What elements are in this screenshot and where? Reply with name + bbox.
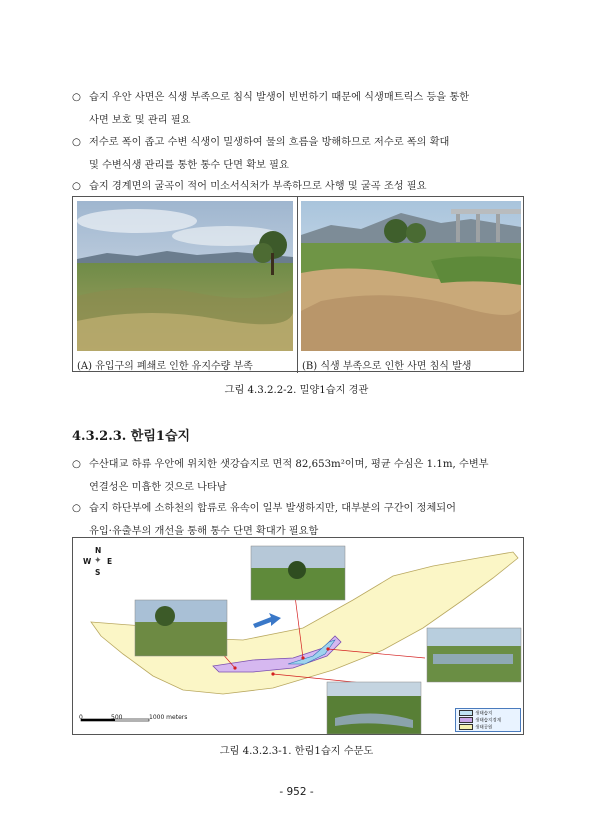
map-canvas: [73, 538, 524, 735]
inset-photo-3: [427, 628, 521, 682]
bullet-mark: ○: [72, 503, 81, 514]
legend-label: 생태습지경계: [475, 718, 502, 724]
compass-rose-icon: ✦: [94, 556, 102, 566]
legend-item: [459, 710, 492, 716]
legend-swatch: [459, 724, 473, 730]
bullet-mark: ○: [72, 459, 81, 470]
legend-label: 생태습지: [475, 711, 493, 717]
bullet-mark: ○: [72, 92, 81, 103]
bullet-line: 습지 하단부에 소하천의 합류로 유속이 일부 발생하지만, 대부분의 구간이 정체되어: [89, 503, 456, 514]
legend-item: [459, 717, 501, 723]
photo-a-wetland-meadow: [77, 201, 293, 351]
page-number: - 952 -: [279, 786, 314, 798]
bullet-line: 및 수변식생 관리를 통한 통수 단면 확보 필요: [89, 160, 289, 171]
legend-item: [459, 724, 492, 730]
photo-b-caption: (B) 식생 부족으로 인한 사면 침식 발생: [302, 361, 472, 372]
inset-photo-2: [251, 546, 345, 600]
inset-photo-4: [327, 682, 421, 734]
bullet-line: 연결성은 미흡한 것으로 나타남: [89, 482, 227, 493]
figure-caption-2: 그림 4.3.2.3-1. 한림1습지 수문도: [219, 746, 374, 757]
photo-a-caption: (A) 유입구의 폐쇄로 인한 유지수량 부족: [77, 361, 253, 372]
bullet-line: 저수로 폭이 좁고 수변 식생이 밀생하여 물의 흐름을 방해하므로 저수로 폭의 확대: [89, 137, 450, 148]
bullet-line: 사면 보호 및 관리 필요: [89, 115, 191, 126]
compass-n: N: [95, 546, 102, 555]
compass-s: S: [95, 568, 101, 577]
bullet-line: 습지 우안 사면은 식생 부족으로 침식 발생이 빈번하기 때문에 식생매트릭스 등을 통한: [89, 92, 470, 103]
bullet-line: 습지 경계면의 굴곡이 적어 미소서식처가 부족하므로 사행 및 굴곡 조성 필요: [89, 181, 427, 192]
compass-icon: [83, 546, 113, 578]
scale-500: 500: [111, 714, 123, 721]
photo-b-eroded-slope: [301, 201, 521, 351]
bullet-location: [72, 453, 532, 499]
bullet-line: 수산대교 하류 우안에 위치한 샛강습지로 면적 82,653m²이며, 평균 수심은 1.1m, 수변부: [89, 459, 489, 470]
compass-w: W: [83, 557, 92, 566]
scale-1000: 1000 meters: [149, 714, 188, 721]
legend-label: 생태공원: [475, 725, 493, 731]
map-legend: [455, 708, 521, 732]
legend-swatch: [459, 717, 473, 723]
photo-pair-frame: [72, 196, 524, 372]
bullet-habitat: [72, 175, 532, 198]
bullet-mark: ○: [72, 137, 81, 148]
figure-caption-1: 그림 4.3.2.2-2. 밀양1습지 경관: [224, 385, 369, 396]
legend-swatch: [459, 710, 473, 716]
section-title: 4.3.2.3. 한림1습지: [72, 429, 191, 444]
scale-0: 0: [79, 714, 83, 721]
bullet-channel: [72, 131, 532, 177]
compass-e: E: [107, 557, 113, 566]
bullet-erosion: [72, 86, 532, 132]
bullet-line: 유입·유출부의 개선을 통해 통수 단면 확대가 필요함: [89, 526, 319, 537]
bullet-mark: ○: [72, 181, 81, 192]
photo-divider: [297, 197, 298, 373]
hydro-map: [72, 537, 524, 735]
inset-photo-1: [135, 600, 227, 656]
flow-arrow: [253, 613, 281, 628]
